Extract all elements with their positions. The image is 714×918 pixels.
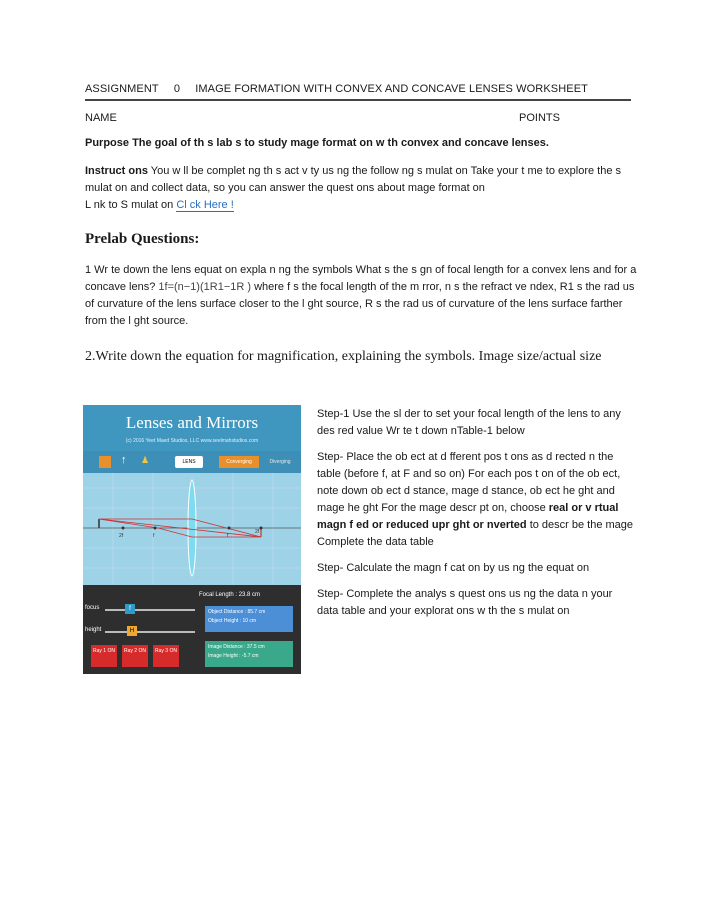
worksheet-title: IMAGE FORMATION WITH CONVEX AND CONCAVE LENSES WORKSHEET [195, 83, 588, 95]
purpose-text: Purpose The goal of th s lab s to study mage format on w th convex and concave lenses. [85, 137, 549, 149]
step-2-text: Step- Place the ob ect at d fferent pos t ons as d rected n the table (before f, at F and so on) For each pos t on of the ob ect, note down ob ect d stance, mage d stance, ob ect he ght and mage he ght For the mage descr pt on, choose [317, 451, 621, 514]
ray1-button: Ray 1 ON [91, 645, 117, 667]
worksheet-header [85, 83, 631, 101]
simulation-link[interactable]: Cl ck Here ! [176, 199, 234, 211]
step-2 [317, 449, 635, 551]
ray2-button: Ray 2 ON [122, 645, 148, 667]
height-slider-knob: H [127, 626, 137, 636]
candle-icon [99, 456, 111, 468]
optical-diagram [83, 473, 301, 585]
focus-slider-track [105, 609, 195, 611]
sim-optical-bench [83, 473, 301, 585]
question-1 [85, 262, 637, 330]
step-3: Step- Calculate the magn f cat on by us ng the equat on [317, 562, 590, 574]
question-1-explanation: where f s the focal length of the m rror, n s the refract ve ndex, R1 s the rad us of curvature of the lens surface closer to the l ght source, R s the rad us of curvature of the lens surface farther from the l ght source. [85, 281, 635, 327]
image-height: Image Height : -5.7 cm [208, 653, 259, 659]
lens-button: LENS [175, 456, 203, 468]
assignment-number: 0 [173, 83, 181, 95]
figure-icon: ♟ [141, 455, 150, 465]
steps-list [317, 406, 635, 629]
instructions-label: Instruct ons [85, 165, 148, 177]
image-info-box [205, 641, 293, 667]
step-4: Step- Complete the analys s quest ons us ng the data n your data table and your explorat ons w th the s mulat on [317, 588, 613, 617]
lens-maker-formula: 1f=(n−1)(1R1−1R ) [158, 281, 252, 293]
assignment-label: ASSIGNMENT [85, 83, 159, 95]
simulation-image [83, 405, 301, 674]
height-label: height [85, 627, 102, 633]
ray3-button: Ray 3 ON [153, 645, 179, 667]
prelab-heading: Prelab Questions: [85, 231, 200, 247]
instructions-paragraph [85, 163, 635, 214]
sim-title: Lenses and Mirrors [125, 413, 259, 432]
sim-copyright: (c) 2016 Yeet Maed Studios, LLC www.seelmahstudios.com [125, 438, 259, 444]
object-height: Object Height : 10 cm [208, 618, 257, 624]
height-slider-track [105, 631, 195, 633]
focus-slider-knob: f [125, 604, 135, 614]
question-1-text: 1 Wr te down the lens equat on expla n ng the symbols What s the s gn of focal length for a convex lens and for a concave lens? [85, 264, 637, 293]
object-distance: Object Distance : 85.7 cm [208, 609, 266, 615]
name-points-row [85, 112, 631, 124]
label-2f-left: 2f [119, 533, 124, 539]
focus-label: focus [85, 605, 100, 611]
name-label: NAME [85, 112, 117, 124]
diverging-button: Diverging [269, 459, 291, 465]
label-2f-right: 2f [255, 529, 260, 535]
arrow-up-icon: ↑ [121, 454, 127, 466]
instructions-text: You w ll be complet ng th s act v ty us ng the follow ng s mulat on Take your t me to explore the s mulat on and collect data, so you can answer the quest ons about mage format on [85, 165, 622, 194]
step-2-end: to descr be the mage Complete the data table [317, 519, 634, 548]
step-2-choices: real or v rtual magn f ed or reduced upr ght or nverted [317, 502, 619, 531]
simulation-link-label: L nk to S mulat on [85, 199, 177, 211]
object-info-box [205, 606, 293, 632]
label-f-left: f [153, 533, 155, 539]
label-f-right: f [227, 533, 229, 539]
points-label: POINTS [519, 112, 560, 124]
question-2: 2.Write down the equation for magnification, explaining the symbols. Image size/actual size [85, 349, 602, 364]
converging-button: Converging [219, 456, 259, 468]
focal-length-readout: Focal Length : 23.8 cm [199, 592, 261, 598]
step-1: Step-1 Use the sl der to set your focal length of the lens to any des red value Wr te t down nTable-1 below [317, 408, 621, 437]
sim-toolbar [83, 451, 301, 473]
image-distance: Image Distance : 37.5 cm [208, 644, 265, 650]
